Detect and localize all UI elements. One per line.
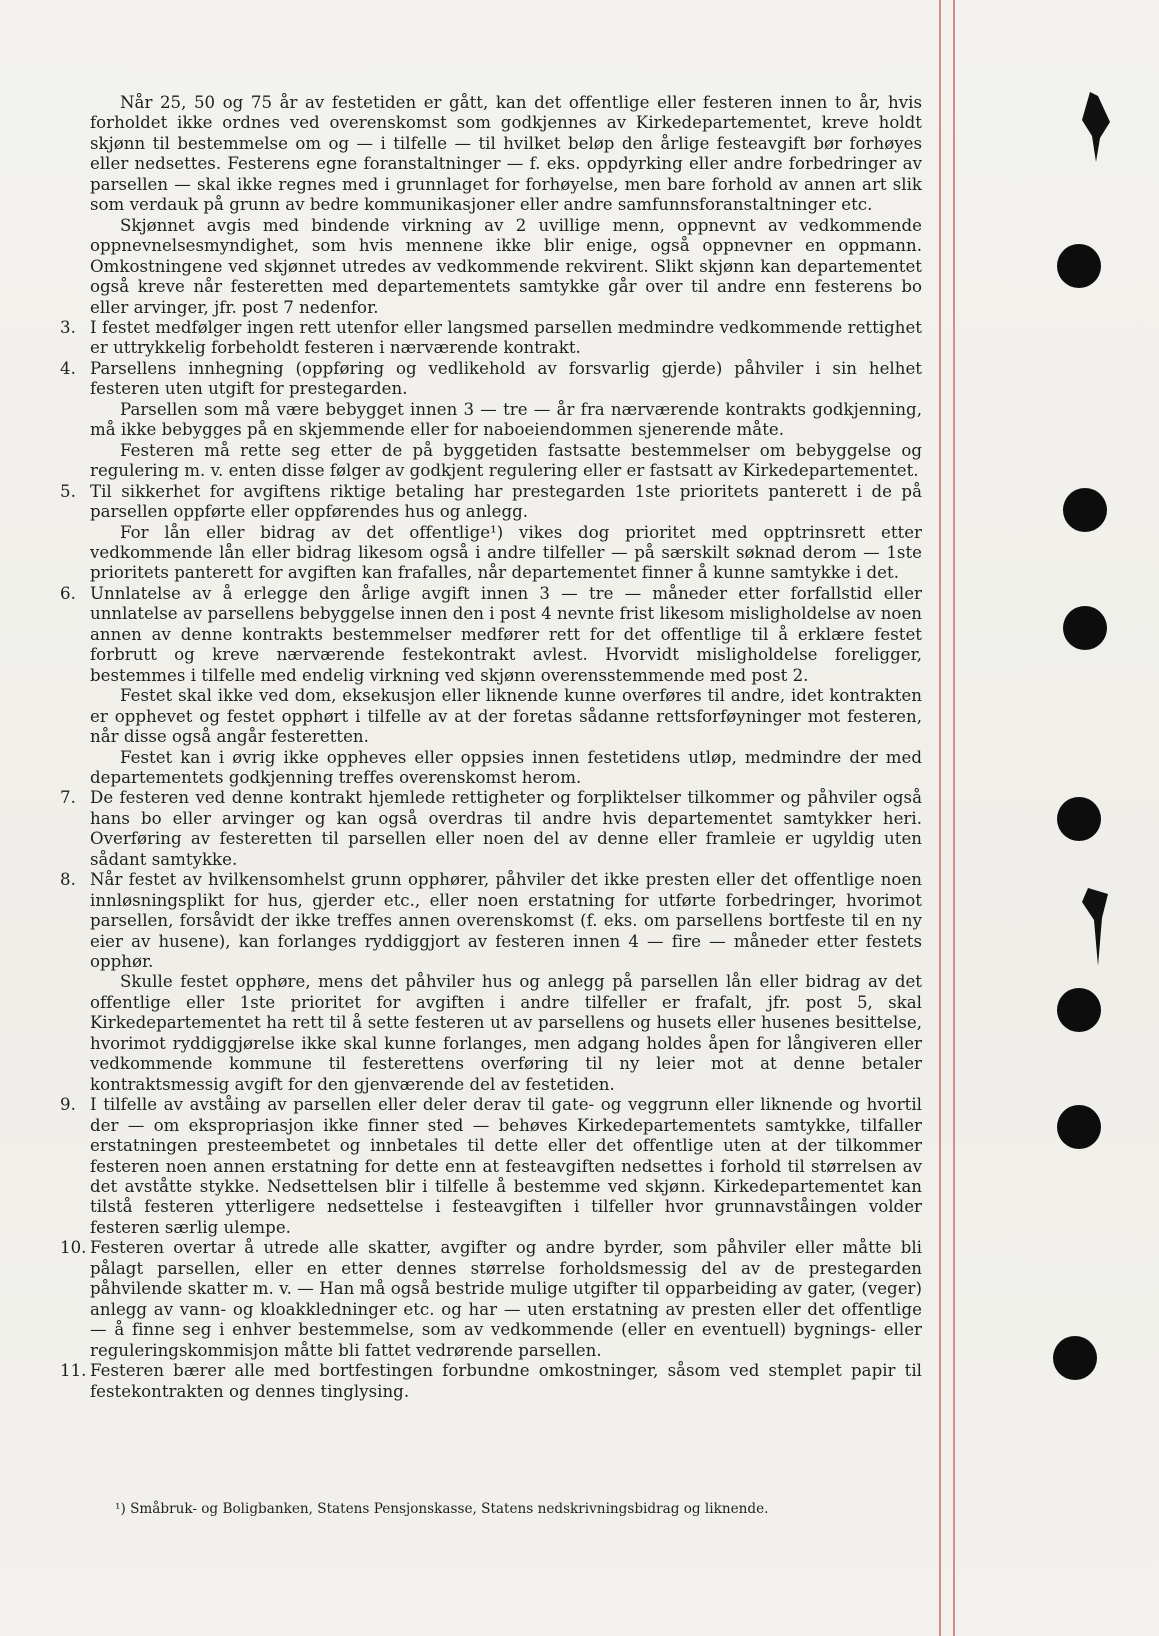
clause-item <box>60 870 922 1095</box>
clause-text: I tilfelle av avståing av parsellen eller deler derav til gate- og veggrunn eller liknende og hvortil der — om ekspropriasjon ikke finner sted — behøves Kirkedepartementets samtykke, tilfaller erstatningen presteembetet og innbetales til dette eller det offentlige uten at der tilkommer festeren noen annen erstatning for dette enn at festeavgiften nedsettes i forhold til størrelsen av det avståtte stykke. Nedsettelsen blir i tilfelle å bestemme ved skjønn. Kirkedepartementet kan tilstå festeren ytterligere nedsettelse i festeavgiften i tilfeller hvor grunnavståingen volder festeren særlig ulempe. <box>90 1095 922 1237</box>
clause-list <box>60 318 922 1402</box>
clause-text: Til sikkerhet for avgiftens riktige betaling har prestegarden 1ste prioritets panterett i de på parsellen oppførte eller oppførendes hus og anlegg. <box>90 481 922 522</box>
clause-text: Festeren bærer alle med bortfestingen forbundne omkostninger, såsom ved stemplet papir til festekontrakten og dennes tinglysing. <box>90 1361 922 1401</box>
clause-number: 4. <box>60 358 76 378</box>
contract-text <box>60 93 922 1402</box>
clause-continuation: Festet skal ikke ved dom, eksekusjon eller liknende kunne overføres til andre, idet kontrakten er opphevet og festet opphørt i tilfelle av at der foretas sådanne rettsforføyninger mot festeren, når disse også angår festeretten. <box>90 686 922 747</box>
footnote: ¹) Småbruk- og Boligbanken, Statens Pensjonskasse, Statens nedskrivningsbidrag og liknende. <box>115 1501 769 1517</box>
clause-text: Når festet av hvilkensomhelst grunn opphører, påhviler det ikke presten eller det offentlige noen innløsningsplikt for hus, gjerder etc., eller noen erstatning for utførte forbedringer, hvorimot parsellen, forsåvidt der ikke treffes annen overenskomst (f. eks. om parsellens bortfeste til en ny eier av husene), kan forlanges ryddiggjort av festeren innen 4 — fire — måneder etter festets opphør. <box>90 870 922 972</box>
clause-continuation: Skulle festet opphøre, mens det påhviler hus og anlegg på parsellen lån eller bidrag av det offentlige eller 1ste prioritet for avgiften i andre tilfeller er frafalt, jfr. post 5, skal Kirkedepartementet ha rett til å sette festeren ut av parsellens og husets eller husenes besittelse, hvorimot ryddiggjørelse ikke skal kunne forlanges, men adgang holdes åpen for långiveren eller vedkommende kommune til festerettens overføring til ny leier mot at denne betaler kontraktsmessig avgift for den gjenværende del av festetiden. <box>90 972 922 1094</box>
clause-number: 9. <box>60 1095 76 1115</box>
clause-item <box>60 584 922 789</box>
clause-continuation: For lån eller bidrag av det offentlige¹) vikes dog prioritet med opptrinsrett etter vedkommende lån eller bidrag likesom også i andre tilfeller — på særskilt søknad derom — 1ste prioritets panterett for avgiften kan frafalles, når departementet finner å kunne samtykke i det. <box>90 522 922 583</box>
clause-text: Parsellens innhegning (oppføring og vedlikehold av forsvarlig gjerde) påhviler i sin helhet festeren uten utgift for prestegarden. <box>90 358 922 399</box>
clause-continuation: Festet kan i øvrig ikke oppheves eller oppsies innen festetidens utløp, medmindre der med departementets godkjenning treffes overenskomst herom. <box>90 747 922 787</box>
clause-item <box>60 359 922 482</box>
clause-item <box>60 1095 922 1238</box>
clause-number: 7. <box>60 788 76 808</box>
binder-hole <box>1057 988 1101 1032</box>
clause-continuation: Festeren må rette seg etter de på byggetiden fastsatte bestemmelser om bebyggelse og regulering m. v. enten disse følger av godkjent regulering eller er fastsatt av Kirkedepartementet. <box>90 440 922 481</box>
binder-hole <box>1063 488 1107 532</box>
binder-hole <box>1057 1105 1101 1149</box>
clause-number: 5. <box>60 481 76 501</box>
clause-item <box>60 1361 922 1402</box>
binder-hole <box>1053 1336 1097 1380</box>
clause-text: De festeren ved denne kontrakt hjemlede rettigheter og forpliktelser tilkommer og påhviler også hans bo eller arvinger og kan også overdras til andre hvis departementet samtykker heri. Overføring av festeretten til parsellen eller noen del av denne eller framleie er ugyldig uten sådant samtykke. <box>90 788 922 869</box>
margin-rule <box>953 0 955 1636</box>
clause-item <box>60 1238 922 1361</box>
binder-hole <box>1063 606 1107 650</box>
clause-number: 3. <box>60 317 76 337</box>
clause-number: 10. <box>60 1238 87 1258</box>
clause-item <box>60 482 922 584</box>
clause-number: 11. <box>60 1361 87 1381</box>
binder-hole <box>1057 244 1101 288</box>
intro-paragraph: Når 25, 50 og 75 år av festetiden er gått, kan det offentlige eller festeren innen to år, hvis forholdet ikke ordnes ved overenskomst som godkjennes av Kirkedepartementet, kreve holdt skjønn til bestemmelse om og — i tilfelle — til hvilket beløp den årlige festeavgift bør forhøyes eller nedsettes. Festerens egne foranstaltninger — f. eks. oppdyrking eller andre forbedringer av parsellen — skal ikke regnes med i grunnlaget for forhøyelse, men bare forhold av annen art slik som verdauk på grunn av bedre kommunikasjoner eller andre samfunnsforanstaltninger etc. <box>90 93 922 215</box>
clause-number: 6. <box>60 583 76 603</box>
clause-text: I festet medfølger ingen rett utenfor eller langsmed parsellen medmindre vedkommende rettighet er uttrykkelig forbeholdt festeren i nærværende kontrakt. <box>90 317 922 358</box>
clause-text: Unnlatelse av å erlegge den årlige avgift innen 3 — tre — måneder etter forfallstid eller unnlatelse av parsellens bebyggelse innen den i post 4 nevnte frist likesom misligholdelse av noen annen av denne kontrakts bestemmelser medfører rett for det offentlige til å erklære festet forbrutt og kreve nærværende festekontrakt avlest. Hvorvidt misligholdelse foreligger, bestemmes i tilfelle med endelig virkning ved skjønn overensstemmende med post 2. <box>90 583 922 685</box>
torn-mark <box>1082 888 1112 968</box>
clause-item <box>60 788 922 870</box>
clause-text: Festeren overtar å utrede alle skatter, avgifter og andre byrder, som påhviler eller måtte bli pålagt parsellen, eller en etter dennes størrelse forholdsmessig del av de prestegarden påhvilende skatter m. v. — Han må også bestride mulige utgifter til opparbeiding av gater, (veger) anlegg av vann- og kloakkledninger etc. og har — uten erstatning av presten eller det offentlige — å finne seg i enhver bestemmelse, som av vedkommende (eller en eventuell) bygnings- eller reguleringskommisjon måtte bli fattet vedrørende parsellen. <box>90 1238 922 1360</box>
margin-rule <box>939 0 941 1636</box>
torn-mark <box>1080 92 1116 164</box>
clause-item <box>60 318 922 359</box>
clause-continuation: Parsellen som må være bebygget innen 3 — tre — år fra nærværende kontrakts godkjenning, må ikke bebygges på en skjemmende eller for naboeiendommen sjenerende måte. <box>90 399 922 440</box>
clause-number: 8. <box>60 870 76 890</box>
binder-hole <box>1057 797 1101 841</box>
intro-paragraph: Skjønnet avgis med bindende virkning av 2 uvillige menn, oppnevnt av vedkommende oppnevnelsesmyndighet, som hvis mennene ikke blir enige, også oppnevner en oppmann. Omkostningene ved skjønnet utredes av vedkommende rekvirent. Slikt skjønn kan departementet også kreve når festeretten med departementets samtykke går over til andre enn festerens bo eller arvinger, jfr. post 7 nedenfor. <box>90 215 922 317</box>
